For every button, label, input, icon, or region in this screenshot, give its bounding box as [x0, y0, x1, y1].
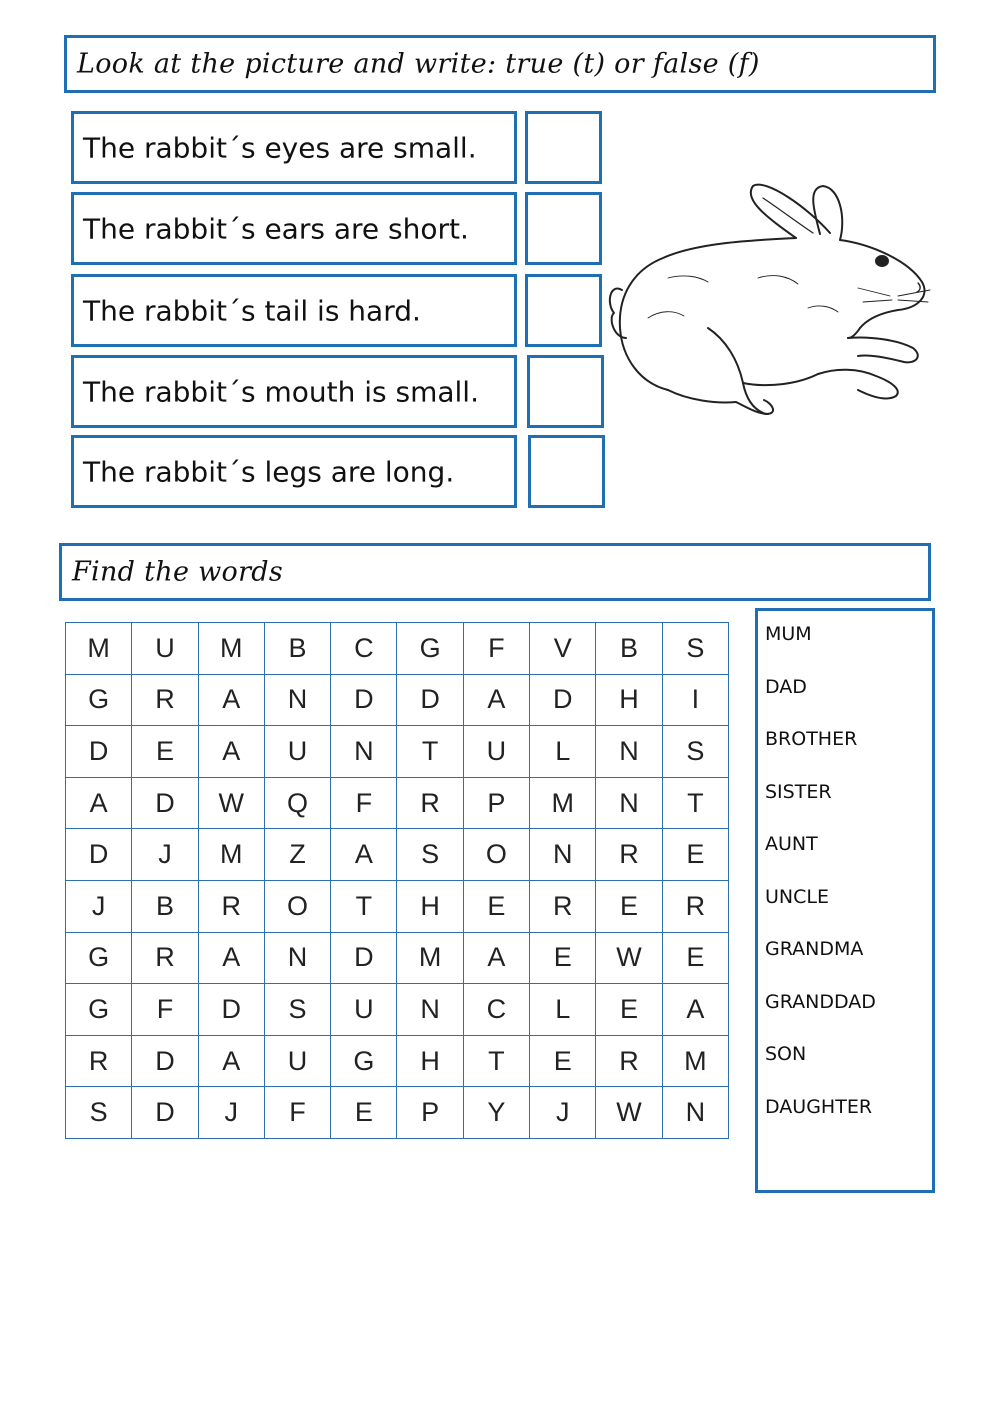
word-list-item: DAD — [765, 675, 807, 698]
grid-cell[interactable]: R — [530, 880, 596, 932]
grid-cell[interactable]: A — [463, 674, 529, 726]
grid-cell[interactable]: S — [397, 829, 463, 881]
grid-cell[interactable]: E — [662, 829, 728, 881]
word-list-item: UNCLE — [765, 885, 829, 908]
grid-cell[interactable]: P — [397, 1087, 463, 1139]
word-list-item: GRANDMA — [765, 938, 864, 960]
grid-cell[interactable]: A — [198, 674, 264, 726]
answer-box-5[interactable] — [528, 435, 605, 508]
grid-cell[interactable]: N — [596, 726, 662, 778]
answer-box-4[interactable] — [527, 355, 604, 428]
grid-cell[interactable]: N — [264, 674, 330, 726]
section-1-title: Look at the picture and write: true (t) or false (f) — [77, 48, 760, 80]
statement-text: The rabbit´s legs are long. — [83, 455, 455, 488]
grid-cell[interactable]: P — [463, 777, 529, 829]
grid-cell[interactable]: Y — [463, 1087, 529, 1139]
statement-box-2 — [71, 192, 517, 265]
grid-cell[interactable]: A — [198, 932, 264, 984]
grid-cell[interactable]: E — [530, 932, 596, 984]
grid-row — [66, 1035, 729, 1087]
grid-cell[interactable]: D — [198, 984, 264, 1036]
statement-box-4 — [71, 355, 517, 428]
grid-row — [66, 777, 729, 829]
grid-cell[interactable]: T — [331, 880, 397, 932]
grid-cell[interactable]: A — [331, 829, 397, 881]
grid-cell[interactable]: R — [132, 674, 198, 726]
grid-cell[interactable]: G — [66, 674, 132, 726]
grid-cell[interactable]: D — [331, 674, 397, 726]
grid-cell[interactable]: Q — [264, 777, 330, 829]
answer-box-2[interactable] — [525, 192, 602, 265]
grid-cell[interactable]: S — [66, 1087, 132, 1139]
grid-cell[interactable]: U — [132, 623, 198, 675]
grid-cell[interactable]: E — [331, 1087, 397, 1139]
grid-cell[interactable]: F — [132, 984, 198, 1036]
grid-cell[interactable]: G — [331, 1035, 397, 1087]
grid-cell[interactable]: C — [463, 984, 529, 1036]
grid-cell[interactable]: N — [596, 777, 662, 829]
answer-box-3[interactable] — [525, 274, 602, 347]
grid-row — [66, 726, 729, 778]
grid-cell[interactable]: B — [264, 623, 330, 675]
grid-cell[interactable]: B — [132, 880, 198, 932]
grid-cell[interactable]: M — [66, 623, 132, 675]
grid-cell[interactable]: A — [198, 1035, 264, 1087]
grid-cell[interactable]: C — [331, 623, 397, 675]
grid-cell[interactable]: J — [530, 1087, 596, 1139]
word-list-item: GRANDDAD — [765, 990, 876, 1013]
grid-cell[interactable]: S — [264, 984, 330, 1036]
grid-row — [66, 880, 729, 932]
grid-cell[interactable]: E — [596, 984, 662, 1036]
grid-cell[interactable]: N — [397, 984, 463, 1036]
answer-box-1[interactable] — [525, 111, 602, 184]
word-list-item: MUM — [765, 623, 812, 645]
grid-cell[interactable]: E — [596, 880, 662, 932]
grid-cell[interactable]: E — [662, 932, 728, 984]
grid-cell[interactable]: M — [198, 623, 264, 675]
section-1-title-box — [64, 35, 936, 93]
grid-cell[interactable]: R — [66, 1035, 132, 1087]
grid-cell[interactable]: R — [198, 880, 264, 932]
grid-cell[interactable]: N — [264, 932, 330, 984]
word-list-item: AUNT — [765, 833, 818, 855]
grid-cell[interactable]: T — [397, 726, 463, 778]
section-2-title: Find the words — [72, 556, 284, 588]
grid-cell[interactable]: S — [662, 623, 728, 675]
grid-cell[interactable]: L — [530, 726, 596, 778]
grid-cell[interactable]: Z — [264, 829, 330, 881]
grid-cell[interactable]: R — [596, 829, 662, 881]
rabbit-illustration — [608, 178, 933, 423]
statement-text: The rabbit´s ears are short. — [83, 212, 469, 245]
grid-cell[interactable]: D — [66, 726, 132, 778]
grid-cell[interactable]: U — [264, 1035, 330, 1087]
grid-cell[interactable]: N — [530, 829, 596, 881]
grid-row — [66, 674, 729, 726]
grid-cell[interactable]: J — [66, 880, 132, 932]
grid-cell[interactable]: S — [662, 726, 728, 778]
grid-cell[interactable]: G — [66, 932, 132, 984]
grid-cell[interactable]: F — [264, 1087, 330, 1139]
grid-cell[interactable]: O — [463, 829, 529, 881]
grid-cell[interactable]: J — [198, 1087, 264, 1139]
grid-cell[interactable]: N — [331, 726, 397, 778]
grid-cell[interactable]: D — [132, 777, 198, 829]
section-2-title-box — [59, 543, 931, 601]
grid-cell[interactable]: L — [530, 984, 596, 1036]
grid-cell[interactable]: D — [132, 1035, 198, 1087]
word-list-item: SISTER — [765, 780, 832, 803]
grid-cell[interactable]: R — [662, 880, 728, 932]
grid-cell[interactable]: D — [331, 932, 397, 984]
grid-cell[interactable]: A — [662, 984, 728, 1036]
grid-cell[interactable]: N — [662, 1087, 728, 1139]
grid-cell[interactable]: R — [397, 777, 463, 829]
grid-cell[interactable]: A — [463, 932, 529, 984]
word-list-item: BROTHER — [765, 728, 858, 750]
grid-cell[interactable]: E — [530, 1035, 596, 1087]
statement-text: The rabbit´s mouth is small. — [83, 375, 479, 408]
grid-cell[interactable]: G — [397, 623, 463, 675]
grid-row — [66, 1087, 729, 1139]
word-list-box — [755, 608, 935, 1193]
statement-text: The rabbit´s eyes are small. — [83, 131, 477, 164]
grid-cell[interactable]: V — [530, 623, 596, 675]
grid-cell[interactable]: F — [463, 623, 529, 675]
grid-cell[interactable]: U — [331, 984, 397, 1036]
grid-cell[interactable]: T — [662, 777, 728, 829]
statement-box-1 — [71, 111, 517, 184]
grid-cell[interactable]: J — [132, 829, 198, 881]
grid-cell[interactable]: W — [198, 777, 264, 829]
grid-row — [66, 829, 729, 881]
grid-cell[interactable]: F — [331, 777, 397, 829]
grid-cell[interactable]: T — [463, 1035, 529, 1087]
grid-cell[interactable]: E — [463, 880, 529, 932]
grid-cell[interactable]: D — [530, 674, 596, 726]
grid-cell[interactable]: M — [530, 777, 596, 829]
grid-cell[interactable]: U — [463, 726, 529, 778]
grid-cell[interactable]: U — [264, 726, 330, 778]
grid-cell[interactable]: R — [596, 1035, 662, 1087]
grid-cell[interactable]: B — [596, 623, 662, 675]
statement-box-5 — [71, 435, 517, 508]
grid-cell[interactable]: D — [132, 1087, 198, 1139]
word-list-item: DAUGHTER — [765, 1095, 873, 1118]
grid-cell[interactable]: D — [397, 674, 463, 726]
statement-text: The rabbit´s tail is hard. — [83, 294, 421, 327]
grid-cell[interactable]: E — [132, 726, 198, 778]
word-search-grid — [65, 622, 729, 1139]
grid-cell[interactable]: D — [66, 829, 132, 881]
word-list-item: SON — [765, 1043, 807, 1065]
grid-cell[interactable]: M — [397, 932, 463, 984]
grid-row — [66, 984, 729, 1036]
grid-cell[interactable]: A — [66, 777, 132, 829]
grid-row — [66, 932, 729, 984]
grid-cell[interactable]: H — [596, 674, 662, 726]
grid-cell[interactable]: W — [596, 1087, 662, 1139]
grid-cell[interactable]: H — [397, 880, 463, 932]
grid-cell[interactable]: H — [397, 1035, 463, 1087]
grid-cell[interactable]: W — [596, 932, 662, 984]
grid-cell[interactable]: G — [66, 984, 132, 1036]
grid-row — [66, 623, 729, 675]
grid-cell[interactable]: M — [198, 829, 264, 881]
grid-cell[interactable]: O — [264, 880, 330, 932]
grid-cell[interactable]: R — [132, 932, 198, 984]
grid-cell[interactable]: M — [662, 1035, 728, 1087]
grid-cell[interactable]: I — [662, 674, 728, 726]
grid-cell[interactable]: A — [198, 726, 264, 778]
statement-box-3 — [71, 274, 517, 347]
